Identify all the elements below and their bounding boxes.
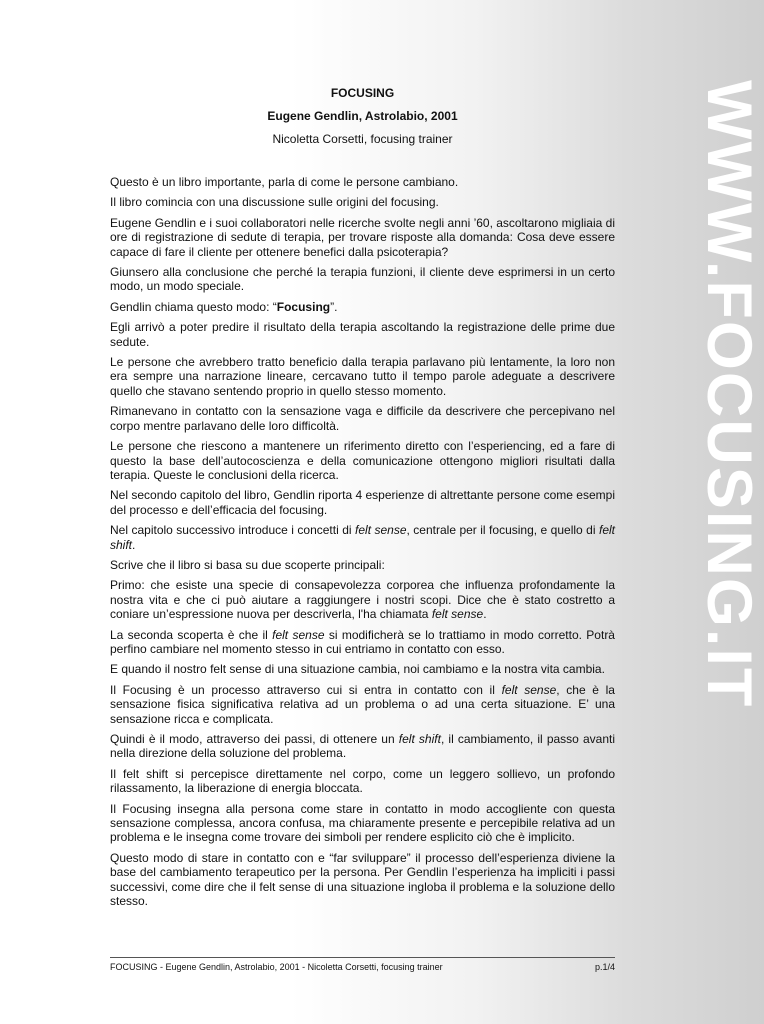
paragraph-segment: La seconda scoperta è che il	[110, 627, 273, 642]
body-paragraph	[110, 439, 615, 482]
paragraph-segment: , centrale per il focusing, e quello di	[406, 523, 599, 538]
paragraph-segment: , che è la sensazione fisica significativa relativa ad un problema o ad una certa situazione. E’ una sensazione ricca e complicata.	[110, 682, 615, 726]
document-author: Nicoletta Corsetti, focusing trainer	[272, 132, 453, 146]
paragraph-segment: Primo: che esiste una specie di consapevolezza corporea che influenza profondamente la nostra vita e che ci può aiutare a raggiungere i nostri scopi. Dice che è stato costretto a coniare un’espressione nuova per descriverla, l'ha chiamata	[110, 578, 615, 622]
paragraph-segment: ”.	[330, 299, 338, 314]
paragraph-segment: Questo è un libro importante, parla di come le persone cambiano.	[110, 175, 459, 189]
body-paragraph	[110, 851, 615, 909]
body-paragraph	[110, 523, 615, 552]
document-subtitle: Eugene Gendlin, Astrolabio, 2001	[267, 109, 458, 123]
paragraph-segment: si modificherà se lo trattiamo in modo corretto. Potrà perfino cambiare nel momento stesso in cui entriamo in contatto con esso.	[110, 627, 615, 656]
paragraph-segment: E quando il nostro felt sense di una situazione cambia, noi cambiamo e la nostra vita cambia.	[110, 662, 605, 677]
paragraph-segment: felt sense	[272, 627, 325, 642]
body-paragraph	[110, 767, 615, 796]
page-number: p.1/4	[594, 962, 615, 972]
body-paragraph	[110, 558, 615, 572]
paragraph-segment: Il Focusing insegna alla persona come stare in contatto in modo accogliente con questa sensazione complessa, ancora confusa, ma chiaramente presente e percepibile relativa ad un problema e le insegna come trovare dei simboli per rendere esplicito ciò che è implicito.	[110, 801, 615, 845]
body-paragraph	[110, 404, 615, 433]
paragraph-segment: Scrive che il libro si basa su due scoperte principali:	[110, 557, 385, 572]
paragraph-segment: Eugene Gendlin e i suoi collaboratori nelle ricerche svolte negli anni ’60, ascoltarono migliaia di ore di registrazione di sedute di terapia, per trovare risposte alla domanda: Cosa deve essere capace di fare il cliente per ottenere benefici dalla psicoterapia?	[110, 215, 615, 259]
paragraph-segment: .	[132, 537, 136, 552]
paragraph-segment: felt sense	[355, 523, 407, 538]
body-paragraph	[110, 802, 615, 845]
document-body	[110, 175, 615, 908]
paragraph-segment: felt shift	[398, 732, 441, 746]
body-paragraph	[110, 216, 615, 259]
paragraph-segment: Focusing	[276, 299, 331, 314]
body-paragraph	[110, 683, 615, 726]
paragraph-segment: Quindi è il modo, attraverso dei passi, di ottenere un	[110, 732, 399, 746]
body-paragraph	[110, 488, 615, 517]
body-paragraph	[110, 175, 615, 189]
paragraph-segment: Giunsero alla conclusione che perché la terapia funzioni, il cliente deve esprimersi in un certo modo, un modo speciale.	[110, 265, 615, 294]
paragraph-segment: felt sense	[431, 607, 484, 622]
paragraph-segment: Il Focusing è un processo attraverso cui si entra in contatto con il	[110, 682, 502, 697]
paragraph-segment: felt sense	[501, 682, 557, 697]
paragraph-segment: Egli arrivò a poter predire il risultato della terapia ascoltando la registrazione delle prime due sedute.	[110, 320, 615, 349]
document-title: FOCUSING	[330, 86, 395, 100]
body-paragraph	[110, 320, 615, 349]
paragraph-segment: felt shift	[110, 523, 615, 552]
paragraph-segment: Nel secondo capitolo del libro, Gendlin riporta 4 esperienze di altrettante persone come esempi del processo e dell’efficacia del focusing.	[110, 488, 615, 517]
document-content	[110, 86, 615, 914]
paragraph-segment: Gendlin chiama questo modo: “	[110, 299, 277, 314]
body-paragraph	[110, 195, 615, 209]
body-paragraph	[110, 628, 615, 657]
body-paragraph	[110, 578, 615, 621]
paragraph-segment: .	[483, 607, 487, 622]
body-paragraph	[110, 300, 615, 314]
footer-text: FOCUSING - Eugene Gendlin, Astrolabio, 2001 - Nicoletta Corsetti, focusing trainer	[110, 962, 443, 972]
paragraph-segment: , il cambiamento, il passo avanti nella direzione della soluzione del problema.	[110, 732, 615, 761]
body-paragraph	[110, 732, 615, 761]
paragraph-segment: Il felt shift si percepisce direttamente nel corpo, come un leggero sollievo, un profondo rilassamento, la liberazione di energia bloccata.	[110, 766, 615, 796]
paragraph-segment: Questo modo di stare in contatto con e “far sviluppare” il processo dell’esperienza diviene la base del cambiamento terapeutico per la persona. Per Gendlin l’esperienza ha impliciti i passi successivi, come dire che il felt sense di una situazione ingloba il problema e la soluzione dello stesso.	[110, 850, 615, 909]
paragraph-segment: Nel capitolo successivo introduce i concetti di	[110, 523, 356, 538]
paragraph-segment: Le persone che avrebbero tratto beneficio dalla terapia parlavano più lentamente, la loro non era sempre una narrazione lineare, cercavano tutto il tempo parole adeguate a descrivere quello che stavano sentendo proprio in quello stesso momento.	[110, 355, 615, 398]
watermark-url: WWW.FOCUSING.IT	[694, 80, 764, 709]
paragraph-segment: Rimanevano in contatto con la sensazione vaga e difficile da descrivere che percepivano nel corpo mentre parlavano delle loro difficoltà.	[110, 404, 615, 433]
body-paragraph	[110, 265, 615, 294]
page-footer	[110, 957, 615, 973]
paragraph-segment: Il libro comincia con una discussione sulle origini del focusing.	[110, 195, 439, 210]
body-paragraph	[110, 662, 615, 676]
paragraph-segment: Le persone che riescono a mantenere un riferimento diretto con l’esperiencing, ed a fare di questo la base dell’autocoscienza e della comunicazione ottengono migliori risultati dalla terapia. Queste le conclusioni della ricerca.	[110, 439, 615, 482]
body-paragraph	[110, 355, 615, 398]
